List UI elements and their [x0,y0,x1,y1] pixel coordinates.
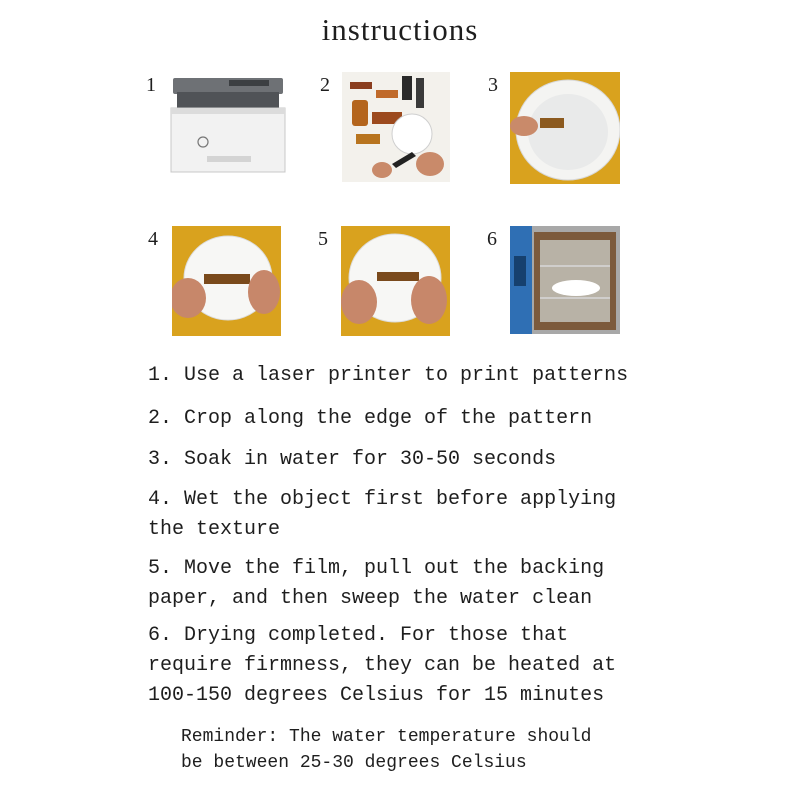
step-3: 3. Soak in water for 30-50 seconds [148,448,557,471]
cropping-photo [342,72,450,182]
step-6: 6. Drying completed. For those that require firmness, they can be heated at 100-150 degrees Celsius for 15 minutes [148,624,617,707]
backing-removal-photo [341,226,450,336]
photo-number-3: 3 [488,74,498,96]
oven-photo [510,226,620,334]
photo-number-2: 2 [320,74,330,96]
photo-number-5: 5 [318,228,328,250]
step-5: 5. Move the film, pull out the backing paper, and then sweep the water clean [148,557,605,610]
photo-number-1: 1 [146,74,156,96]
reminder-note: Reminder: The water temperature should be between 25-30 degrees Celsius [181,727,592,773]
page-title: instructions [321,12,479,47]
step-4: 4. Wet the object first before applying the texture [148,488,617,541]
step-1: 1. Use a laser printer to print patterns [148,364,629,387]
soaking-photo [510,72,620,184]
photo-number-6: 6 [487,228,497,250]
step-2: 2. Crop along the edge of the pattern [148,407,593,430]
applying-photo [172,226,281,336]
photo-number-4: 4 [148,228,158,250]
printer-photo [167,72,290,176]
